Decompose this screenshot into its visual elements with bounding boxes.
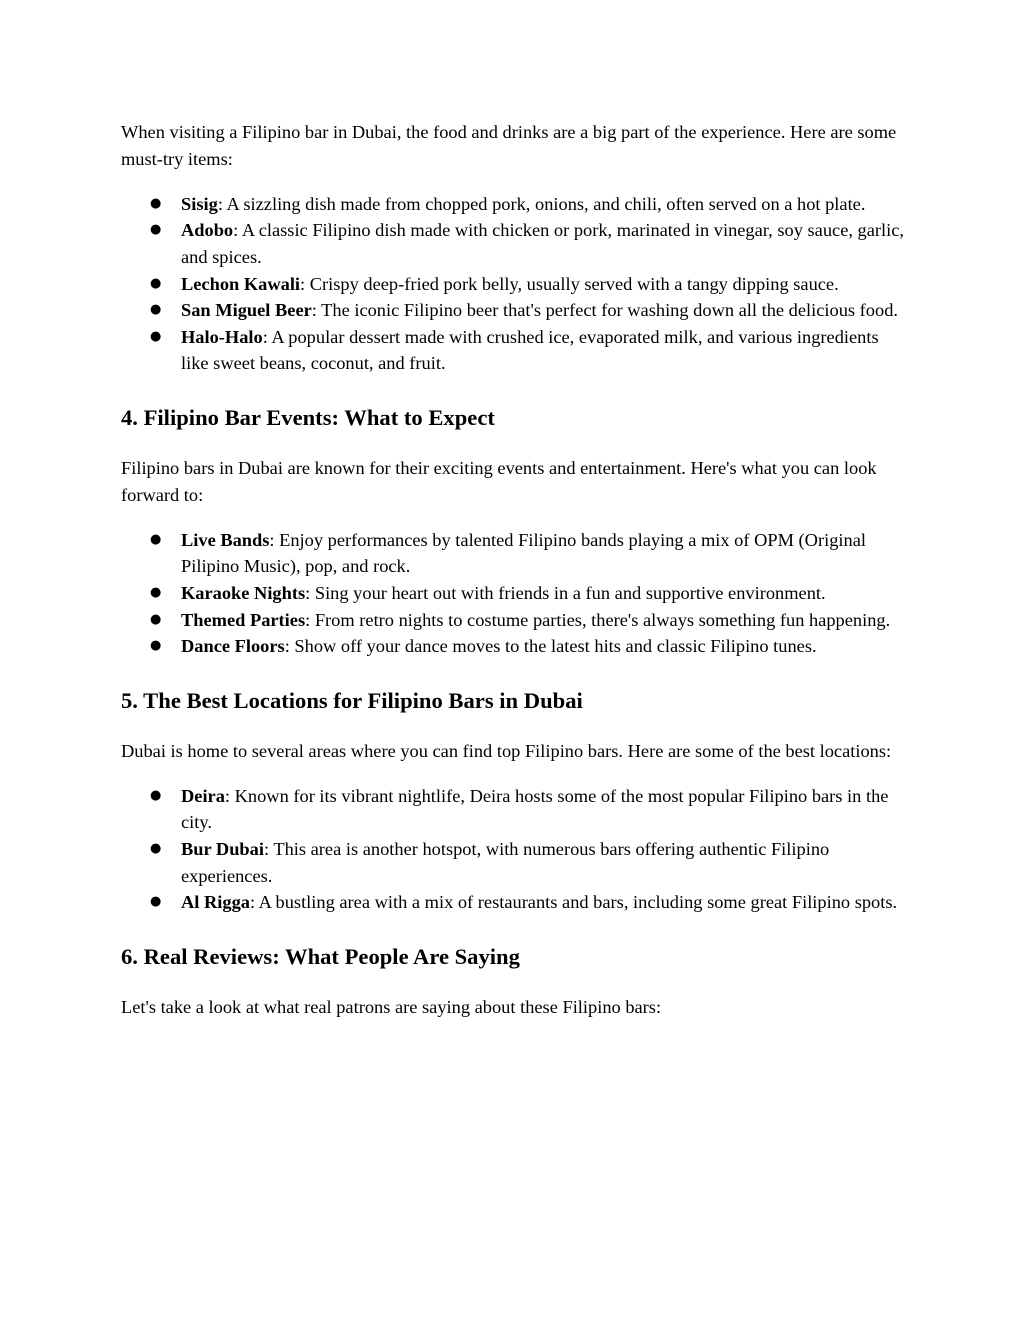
section-4-heading: 4. Filipino Bar Events: What to Expect — [121, 404, 495, 430]
list-item-desc: : Known for its vibrant nightlife, Deira hosts some of the most popular Filipino bars in the city. — [181, 785, 889, 833]
list-item-term: Themed Parties — [181, 609, 306, 630]
list-item-desc: : A popular dessert made with crushed ice, evaporated milk, and various ingredients like sweet beans, coconut, and fruit. — [181, 326, 879, 374]
list-item-term: Live Bands — [181, 529, 270, 550]
bullet-icon: ● — [150, 638, 162, 654]
list-item-term: Halo-Halo — [181, 326, 263, 347]
bullet-icon: ● — [150, 611, 162, 627]
section-4-intro: Filipino bars in Dubai are known for their exciting events and entertainment. Here's what you can look forward to: — [121, 457, 877, 505]
bullet-icon: ● — [150, 222, 162, 238]
food-intro-paragraph: When visiting a Filipino bar in Dubai, the food and drinks are a big part of the experience. Here are some must-try items: — [121, 122, 897, 169]
list-item-term: Karaoke Nights — [181, 582, 306, 603]
list-item-desc: : The iconic Filipino beer that's perfect for washing down all the delicious food. — [311, 300, 898, 321]
list-item-term: Bur Dubai — [181, 839, 264, 860]
list-item-term: Lechon Kawali — [181, 273, 301, 294]
list-item — [121, 836, 906, 889]
list-item-desc: : Show off your dance moves to the latest hits and classic Filipino tunes. — [284, 636, 817, 657]
list-item-desc: : A sizzling dish made from chopped pork, onions, and chili, often served on a hot plate. — [217, 193, 866, 214]
bullet-icon: ● — [150, 328, 162, 344]
list-item — [121, 217, 906, 270]
list-item — [121, 191, 906, 218]
list-item-desc: : This area is another hotspot, with numerous bars offering authentic Filipino experiences. — [181, 839, 830, 886]
bullet-icon: ● — [150, 584, 162, 600]
list-item-term: Al Rigga — [181, 892, 250, 913]
list-item — [121, 783, 906, 836]
list-item-term: San Miguel Beer — [181, 300, 312, 321]
food-list — [121, 191, 906, 377]
bullet-icon: ● — [150, 275, 162, 291]
section-5-intro: Dubai is home to several areas where you can find top Filipino bars. Here are some of the best locations: — [121, 740, 892, 761]
events-list — [121, 527, 906, 660]
list-item — [121, 889, 906, 916]
list-item — [121, 297, 906, 324]
list-item-term: Adobo — [181, 220, 234, 241]
section-5-heading: 5. The Best Locations for Filipino Bars in Dubai — [121, 687, 583, 713]
list-item — [121, 271, 906, 298]
document-content — [121, 119, 906, 1020]
list-item-desc: : Crispy deep-fried pork belly, usually served with a tangy dipping sauce. — [300, 273, 839, 294]
list-item-desc: : Sing your heart out with friends in a fun and supportive environment. — [305, 582, 826, 603]
list-item-term: Sisig — [181, 193, 218, 214]
bullet-icon: ● — [150, 894, 162, 910]
bullet-icon: ● — [150, 787, 162, 803]
list-item — [121, 633, 906, 660]
list-item — [121, 324, 906, 377]
bullet-icon: ● — [150, 195, 162, 211]
bullet-icon: ● — [150, 531, 162, 547]
list-item-desc: : From retro nights to costume parties, there's always something fun happening. — [305, 609, 891, 630]
list-item-term: Deira — [181, 785, 225, 806]
list-item-desc: : A bustling area with a mix of restaurants and bars, including some great Filipino spots. — [249, 892, 898, 913]
list-item-term: Dance Floors — [181, 636, 285, 657]
list-item — [121, 527, 906, 580]
locations-list — [121, 783, 906, 916]
list-item-desc: : A classic Filipino dish made with chicken or pork, marinated in vinegar, soy sauce, garlic, and spices. — [181, 220, 905, 267]
list-item — [121, 607, 906, 634]
list-item-desc: : Enjoy performances by talented Filipino bands playing a mix of OPM (Original Pilipino Music), pop, and rock. — [181, 529, 866, 577]
bullet-icon: ● — [150, 302, 162, 318]
bullet-icon: ● — [150, 841, 162, 857]
section-6-intro: Let's take a look at what real patrons are saying about these Filipino bars: — [121, 996, 662, 1017]
section-6-heading: 6. Real Reviews: What People Are Saying — [121, 943, 520, 969]
list-item — [121, 580, 906, 607]
